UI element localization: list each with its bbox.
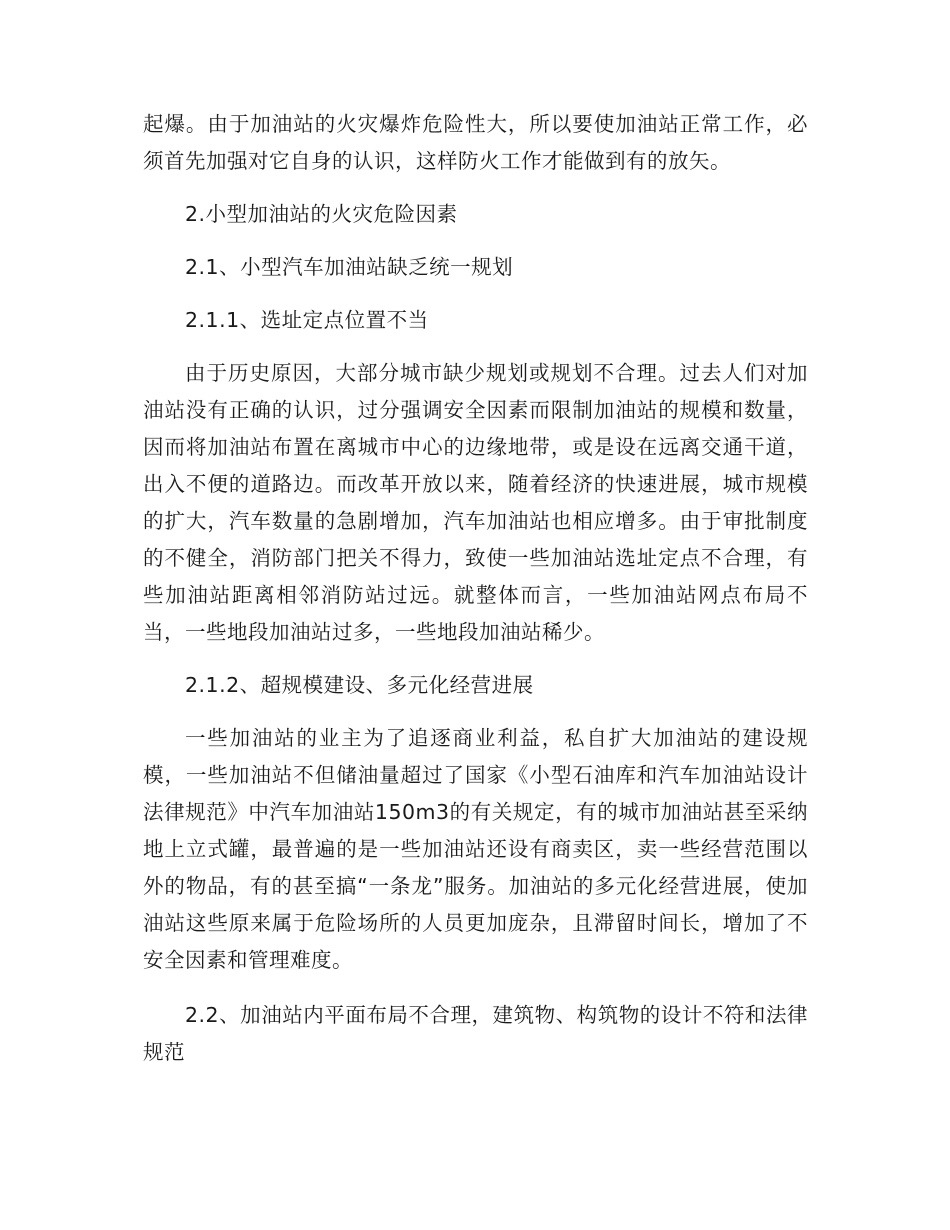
section-heading-2-1: 2.1、小型汽车加油站缺乏统一规划 xyxy=(185,255,514,279)
section-heading-2-1-1: 2.1.1、选址定点位置不当 xyxy=(185,308,429,332)
section-heading-2-1-2: 2.1.2、超规模建设、多元化经营进展 xyxy=(185,673,534,697)
paragraph-site-selection: 由于历史原因，大部分城市缺少规划或规划不合理。过去人们对加油站没有正确的认识，过分强调安全因素而限制加油站的规模和数量，因而将加油站布置在离城市中心的边缘地带，或是设在远离交通干道，出入不便的道路边。而改革开放以来，随着经济的快速进展，城市规模的扩大，汽车数量的急剧增加，汽车加油站也相应增多。由于审批制度的不健全，消防部门把关不得力，致使一些加油站选址定点不合理，有些加油站距离相邻消防站过远。就整体而言，一些加油站网点布局不当，一些地段加油站过多，一些地段加油站稀少。 xyxy=(143,361,808,644)
paragraph-oversized-construction: 一些加油站的业主为了追逐商业利益，私自扩大加油站的建设规模，一些加油站不但储油量超过了国家《小型石油库和汽车加油站设计法律规范》中汽车加油站150m3的有关规定，有的城市加油站甚至采纳地上立式罐，最普遍的是一些加油站还设有商卖区，卖一些经营范围以外的物品，有的甚至搞“一条龙”服务。加油站的多元化经营进展，使加油站这些原来属于危险场所的人员更加庞杂，且滞留时间长，增加了不安全因素和管理难度。 xyxy=(143,726,808,972)
document-body xyxy=(143,106,808,1071)
paragraph-intro: 起爆。由于加油站的火灾爆炸危险性大，所以要使加油站正常工作，必须首先加强对它自身的认识，这样防火工作才能做到有的放矢。 xyxy=(143,112,808,173)
paragraph-2-2-layout: 2.2、加油站内平面布局不合理，建筑物、构筑物的设计不符和法律规范 xyxy=(143,1003,808,1064)
section-heading-2: 2.小型加油站的火灾危险因素 xyxy=(185,202,458,226)
